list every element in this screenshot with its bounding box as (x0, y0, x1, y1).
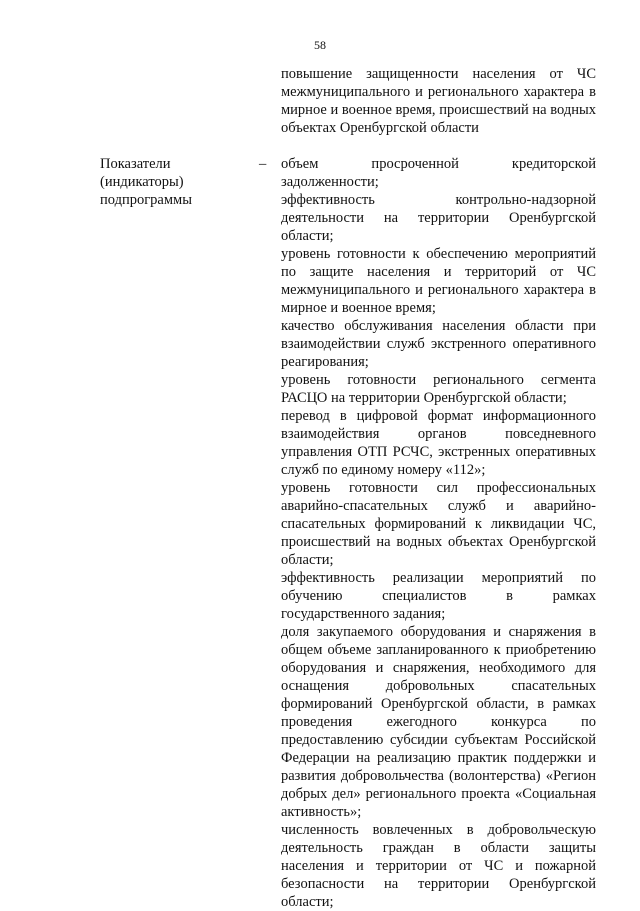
indicator-list (281, 155, 596, 911)
list-item: качество обслуживания населения области при взаимодействии служб экстренного оперативного реагирования; (281, 318, 596, 370)
intro-paragraph: повышение защищенности населения от ЧС межмуниципального и регионального характера в мирное и военное время, происшествий на водных объектах Оренбургской области (281, 66, 596, 136)
list-item: уровень готовности к обеспечению мероприятий по защите населения и территорий от ЧС межмуниципального и регионального характера в мирное и военное время; (281, 246, 596, 316)
list-item: доля закупаемого оборудования и снаряжения в общем объеме запланированного к приобретению оборудования и снаряжения, необходимого для оснащения добровольных спасательных формирований Оренбургской области, в рамках проведения ежегодного конкурса по предоставлению субсидии субъектам Российской Федерации на реализацию практик поддержки и развития добровольчества (волонтерства) «Регион добрых дел» регионального проекта «Социальная активность»; (281, 624, 596, 820)
list-item: численность вовлеченных в добровольческую деятельность граждан в области защиты населения и территории от ЧС и пожарной безопасности на территории Оренбургской области; (281, 822, 596, 910)
list-item: эффективность контрольно-надзорной деятельности на территории Оренбургской области; (281, 192, 596, 244)
list-item: эффективность реализации мероприятий по обучению специалистов в рамках государственного задания; (281, 570, 596, 622)
section-label: Показатели (индикаторы) подпрограммы (100, 156, 192, 208)
list-item: уровень готовности сил профессиональных аварийно-спасательных служб и аварийно-спасательных формирований к ликвидации ЧС, происшествий на водных объектах Оренбургской области; (281, 480, 596, 568)
section-dash: – (259, 156, 267, 172)
page-number: 58 (314, 38, 326, 52)
list-item: уровень готовности регионального сегмента РАСЦО на территории Оренбургской области; (281, 372, 596, 406)
list-item: объем просроченной кредиторской задолженности; (281, 156, 596, 190)
list-item: перевод в цифровой формат информационного взаимодействия органов повседневного управления ОТП РСЧС, экстренных оперативных служб по единому номеру «112»; (281, 408, 596, 478)
